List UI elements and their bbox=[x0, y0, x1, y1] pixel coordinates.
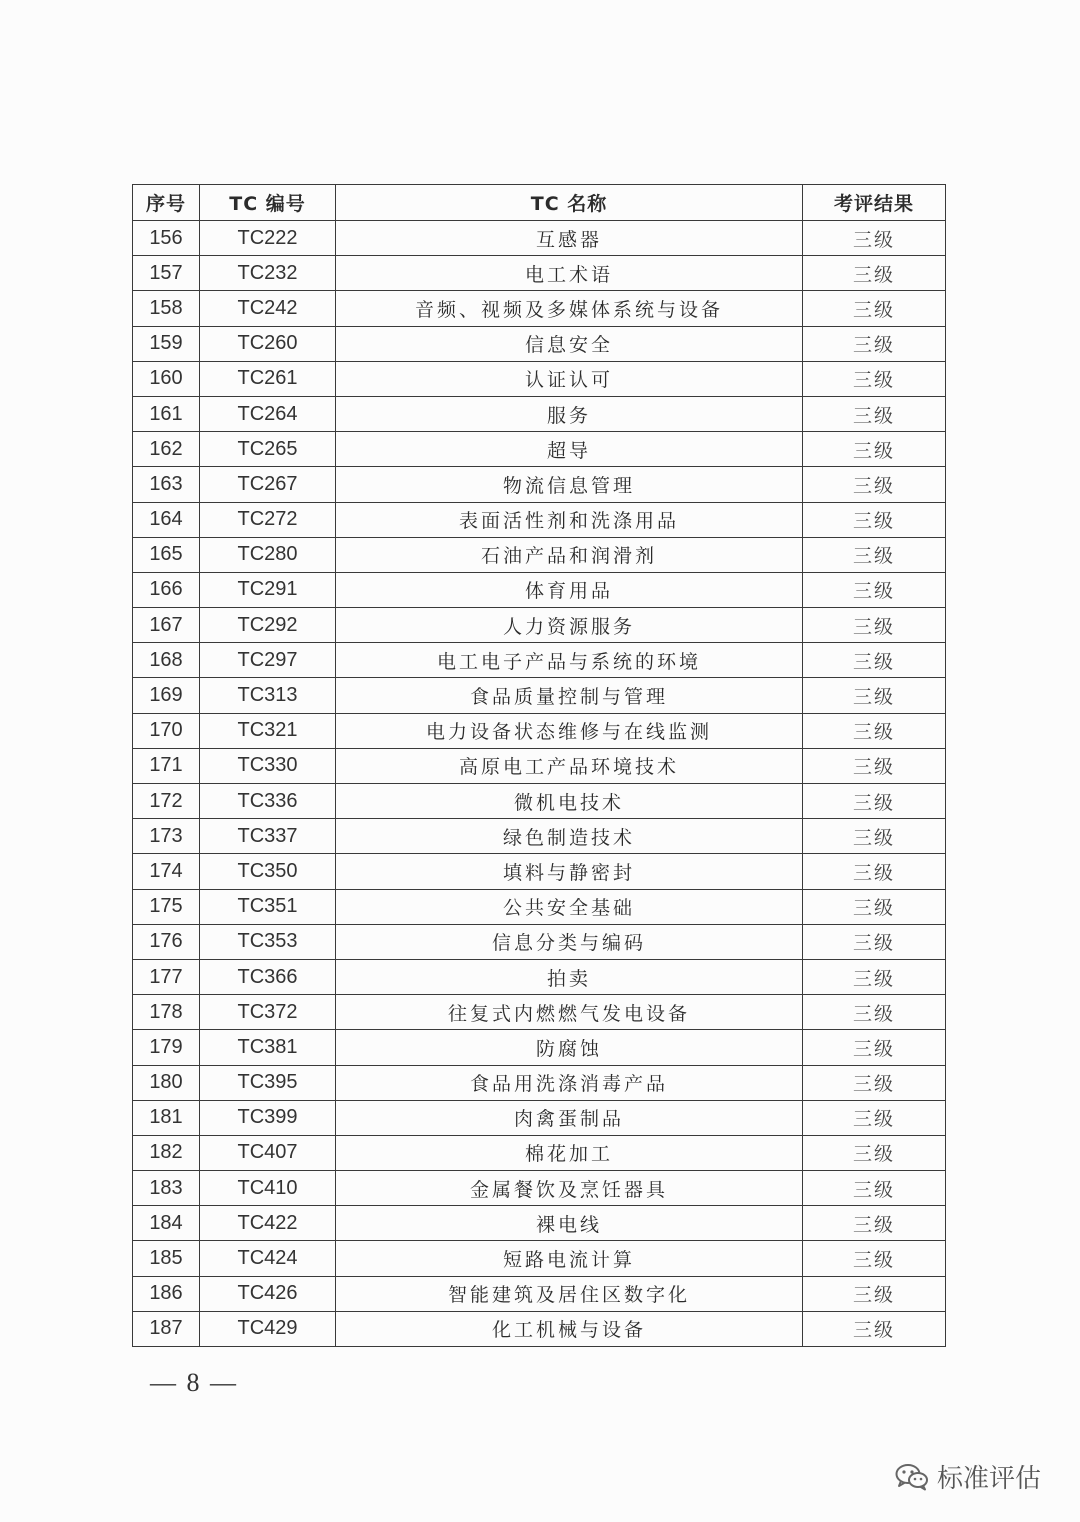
cell-name: 物流信息管理 bbox=[336, 467, 803, 502]
watermark-text: 标准评估 bbox=[937, 1464, 1042, 1494]
page-number: — 8 — bbox=[150, 1368, 238, 1397]
table-row bbox=[133, 678, 946, 713]
cell-num: 181 bbox=[133, 1100, 200, 1135]
cell-code: TC336 bbox=[200, 784, 336, 819]
cell-name: 拍卖 bbox=[336, 959, 803, 994]
table-row bbox=[133, 1276, 946, 1311]
table-header-row bbox=[133, 185, 946, 221]
cell-code: TC429 bbox=[200, 1311, 336, 1346]
header-name: TC 名称 bbox=[336, 185, 803, 221]
cell-result: 三级 bbox=[803, 995, 946, 1030]
cell-result: 三级 bbox=[803, 361, 946, 396]
cell-num: 179 bbox=[133, 1030, 200, 1065]
tc-evaluation-table bbox=[132, 184, 946, 1347]
cell-num: 176 bbox=[133, 924, 200, 959]
cell-num: 171 bbox=[133, 748, 200, 783]
table-row bbox=[133, 467, 946, 502]
cell-result: 三级 bbox=[803, 608, 946, 643]
cell-num: 185 bbox=[133, 1241, 200, 1276]
table-row bbox=[133, 256, 946, 291]
cell-code: TC297 bbox=[200, 643, 336, 678]
table-row bbox=[133, 537, 946, 572]
table-row bbox=[133, 1065, 946, 1100]
cell-name: 高原电工产品环境技术 bbox=[336, 748, 803, 783]
table-row bbox=[133, 608, 946, 643]
cell-code: TC260 bbox=[200, 326, 336, 361]
cell-result: 三级 bbox=[803, 959, 946, 994]
cell-code: TC353 bbox=[200, 924, 336, 959]
cell-code: TC280 bbox=[200, 537, 336, 572]
table-row bbox=[133, 784, 946, 819]
cell-result: 三级 bbox=[803, 396, 946, 431]
cell-result: 三级 bbox=[803, 221, 946, 256]
cell-result: 三级 bbox=[803, 256, 946, 291]
cell-code: TC291 bbox=[200, 572, 336, 607]
cell-name: 填料与静密封 bbox=[336, 854, 803, 889]
table-row bbox=[133, 1100, 946, 1135]
cell-name: 防腐蚀 bbox=[336, 1030, 803, 1065]
cell-name: 智能建筑及居住区数字化 bbox=[336, 1276, 803, 1311]
table-row bbox=[133, 643, 946, 678]
cell-result: 三级 bbox=[803, 889, 946, 924]
cell-name: 服务 bbox=[336, 396, 803, 431]
cell-name: 电工术语 bbox=[336, 256, 803, 291]
cell-num: 162 bbox=[133, 432, 200, 467]
cell-name: 公共安全基础 bbox=[336, 889, 803, 924]
cell-name: 石油产品和润滑剂 bbox=[336, 537, 803, 572]
cell-code: TC292 bbox=[200, 608, 336, 643]
cell-result: 三级 bbox=[803, 1206, 946, 1241]
cell-result: 三级 bbox=[803, 502, 946, 537]
cell-num: 169 bbox=[133, 678, 200, 713]
cell-code: TC265 bbox=[200, 432, 336, 467]
cell-name: 食品用洗涤消毒产品 bbox=[336, 1065, 803, 1100]
cell-num: 182 bbox=[133, 1135, 200, 1170]
cell-num: 177 bbox=[133, 959, 200, 994]
table-row bbox=[133, 1030, 946, 1065]
table-row bbox=[133, 889, 946, 924]
table-row bbox=[133, 854, 946, 889]
cell-num: 172 bbox=[133, 784, 200, 819]
table-row bbox=[133, 713, 946, 748]
cell-result: 三级 bbox=[803, 572, 946, 607]
cell-num: 158 bbox=[133, 291, 200, 326]
cell-num: 160 bbox=[133, 361, 200, 396]
cell-code: TC350 bbox=[200, 854, 336, 889]
cell-num: 180 bbox=[133, 1065, 200, 1100]
cell-num: 157 bbox=[133, 256, 200, 291]
cell-result: 三级 bbox=[803, 432, 946, 467]
cell-result: 三级 bbox=[803, 1241, 946, 1276]
table-row bbox=[133, 1206, 946, 1241]
cell-code: TC410 bbox=[200, 1171, 336, 1206]
cell-code: TC399 bbox=[200, 1100, 336, 1135]
cell-num: 164 bbox=[133, 502, 200, 537]
watermark bbox=[895, 1458, 1041, 1495]
cell-code: TC426 bbox=[200, 1276, 336, 1311]
table-row bbox=[133, 995, 946, 1030]
cell-code: TC261 bbox=[200, 361, 336, 396]
cell-code: TC272 bbox=[200, 502, 336, 537]
table-row bbox=[133, 396, 946, 431]
cell-result: 三级 bbox=[803, 819, 946, 854]
table-row bbox=[133, 924, 946, 959]
table-row bbox=[133, 819, 946, 854]
cell-name: 棉花加工 bbox=[336, 1135, 803, 1170]
cell-result: 三级 bbox=[803, 784, 946, 819]
cell-name: 认证认可 bbox=[336, 361, 803, 396]
cell-num: 168 bbox=[133, 643, 200, 678]
cell-name: 体育用品 bbox=[336, 572, 803, 607]
cell-name: 信息分类与编码 bbox=[336, 924, 803, 959]
cell-result: 三级 bbox=[803, 678, 946, 713]
table-row bbox=[133, 432, 946, 467]
table-body bbox=[133, 221, 946, 1347]
cell-num: 183 bbox=[133, 1171, 200, 1206]
header-num: 序号 bbox=[133, 185, 200, 221]
cell-result: 三级 bbox=[803, 1311, 946, 1346]
cell-name: 音频、视频及多媒体系统与设备 bbox=[336, 291, 803, 326]
cell-name: 超导 bbox=[336, 432, 803, 467]
cell-result: 三级 bbox=[803, 713, 946, 748]
cell-name: 金属餐饮及烹饪器具 bbox=[336, 1171, 803, 1206]
cell-name: 互感器 bbox=[336, 221, 803, 256]
table-row bbox=[133, 291, 946, 326]
cell-result: 三级 bbox=[803, 537, 946, 572]
cell-code: TC242 bbox=[200, 291, 336, 326]
cell-code: TC222 bbox=[200, 221, 336, 256]
cell-result: 三级 bbox=[803, 924, 946, 959]
table-row bbox=[133, 326, 946, 361]
table-row bbox=[133, 502, 946, 537]
cell-code: TC395 bbox=[200, 1065, 336, 1100]
cell-name: 化工机械与设备 bbox=[336, 1311, 803, 1346]
table-row bbox=[133, 572, 946, 607]
cell-num: 186 bbox=[133, 1276, 200, 1311]
cell-num: 166 bbox=[133, 572, 200, 607]
table-row bbox=[133, 1241, 946, 1276]
cell-code: TC407 bbox=[200, 1135, 336, 1170]
cell-num: 167 bbox=[133, 608, 200, 643]
header-result: 考评结果 bbox=[803, 185, 946, 221]
cell-code: TC422 bbox=[200, 1206, 336, 1241]
cell-num: 187 bbox=[133, 1311, 200, 1346]
cell-name: 绿色制造技术 bbox=[336, 819, 803, 854]
cell-code: TC321 bbox=[200, 713, 336, 748]
cell-code: TC424 bbox=[200, 1241, 336, 1276]
cell-name: 食品质量控制与管理 bbox=[336, 678, 803, 713]
cell-name: 信息安全 bbox=[336, 326, 803, 361]
cell-num: 165 bbox=[133, 537, 200, 572]
cell-code: TC372 bbox=[200, 995, 336, 1030]
table-row bbox=[133, 1135, 946, 1170]
cell-result: 三级 bbox=[803, 1100, 946, 1135]
cell-num: 178 bbox=[133, 995, 200, 1030]
cell-code: TC366 bbox=[200, 959, 336, 994]
cell-num: 163 bbox=[133, 467, 200, 502]
table-row bbox=[133, 1171, 946, 1206]
cell-num: 161 bbox=[133, 396, 200, 431]
cell-result: 三级 bbox=[803, 1065, 946, 1100]
cell-code: TC381 bbox=[200, 1030, 336, 1065]
cell-name: 裸电线 bbox=[336, 1206, 803, 1241]
cell-result: 三级 bbox=[803, 1030, 946, 1065]
cell-num: 156 bbox=[133, 221, 200, 256]
cell-code: TC330 bbox=[200, 748, 336, 783]
cell-name: 短路电流计算 bbox=[336, 1241, 803, 1276]
cell-num: 173 bbox=[133, 819, 200, 854]
table-row bbox=[133, 361, 946, 396]
cell-num: 174 bbox=[133, 854, 200, 889]
cell-num: 175 bbox=[133, 889, 200, 924]
header-code: TC 编号 bbox=[200, 185, 336, 221]
table-row bbox=[133, 221, 946, 256]
cell-code: TC351 bbox=[200, 889, 336, 924]
cell-result: 三级 bbox=[803, 326, 946, 361]
table-row bbox=[133, 959, 946, 994]
cell-name: 电力设备状态维修与在线监测 bbox=[336, 713, 803, 748]
cell-result: 三级 bbox=[803, 643, 946, 678]
cell-code: TC232 bbox=[200, 256, 336, 291]
cell-name: 电工电子产品与系统的环境 bbox=[336, 643, 803, 678]
cell-code: TC337 bbox=[200, 819, 336, 854]
cell-result: 三级 bbox=[803, 1135, 946, 1170]
cell-code: TC313 bbox=[200, 678, 336, 713]
wechat-icon bbox=[895, 1463, 929, 1491]
cell-num: 170 bbox=[133, 713, 200, 748]
cell-result: 三级 bbox=[803, 1171, 946, 1206]
cell-num: 159 bbox=[133, 326, 200, 361]
table-row bbox=[133, 748, 946, 783]
cell-num: 184 bbox=[133, 1206, 200, 1241]
cell-result: 三级 bbox=[803, 854, 946, 889]
cell-result: 三级 bbox=[803, 748, 946, 783]
cell-code: TC264 bbox=[200, 396, 336, 431]
cell-result: 三级 bbox=[803, 467, 946, 502]
cell-name: 人力资源服务 bbox=[336, 608, 803, 643]
cell-name: 表面活性剂和洗涤用品 bbox=[336, 502, 803, 537]
cell-name: 微机电技术 bbox=[336, 784, 803, 819]
cell-result: 三级 bbox=[803, 1276, 946, 1311]
cell-result: 三级 bbox=[803, 291, 946, 326]
cell-name: 肉禽蛋制品 bbox=[336, 1100, 803, 1135]
cell-code: TC267 bbox=[200, 467, 336, 502]
cell-name: 往复式内燃燃气发电设备 bbox=[336, 995, 803, 1030]
table-row bbox=[133, 1311, 946, 1346]
